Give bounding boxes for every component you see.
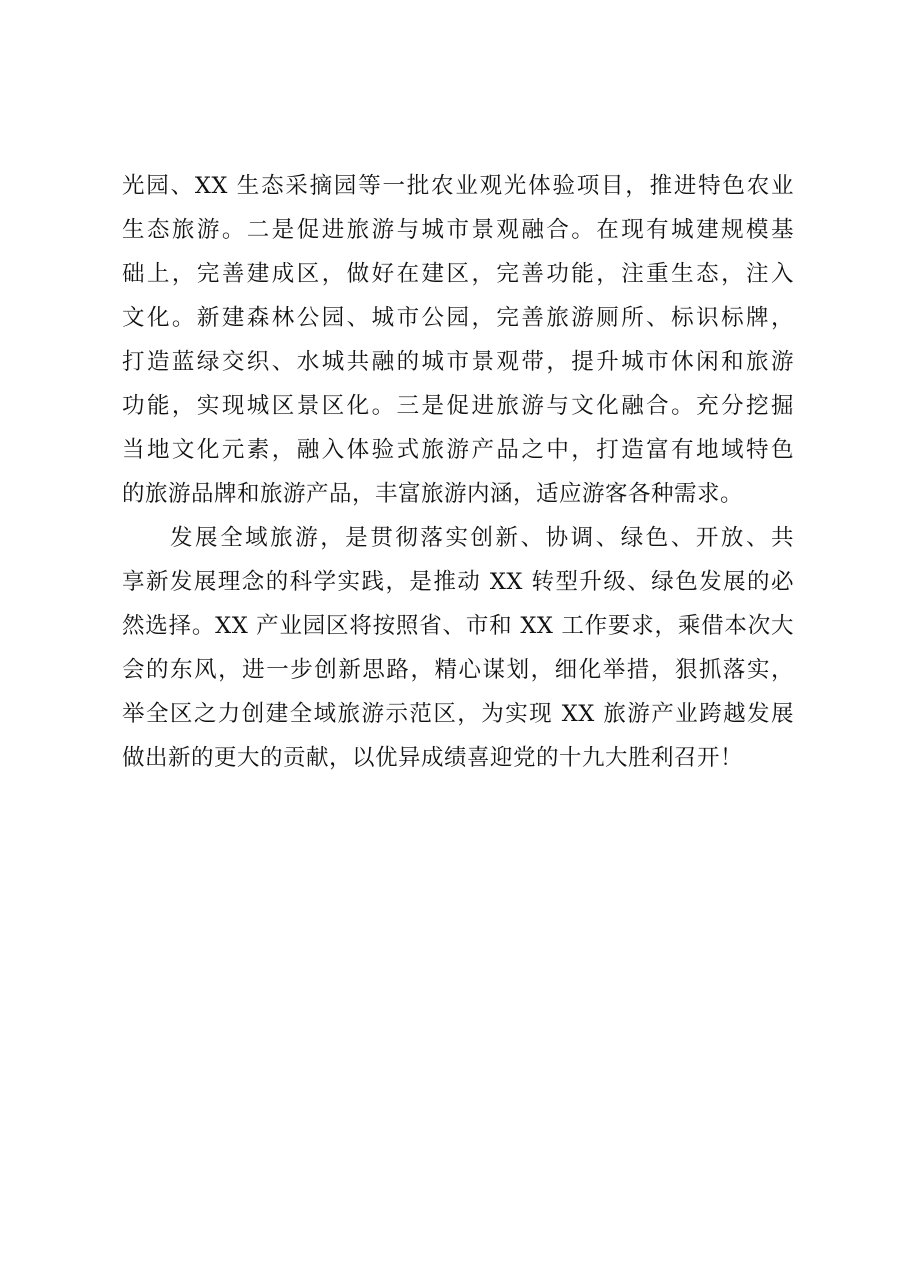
text-line: 光园、XX 生态采摘园等一批农业观光体验项目，推进特色农业 xyxy=(122,173,794,199)
text-line: 做出新的更大的贡献，以优异成绩喜迎党的十九大胜利召开！ xyxy=(122,745,744,771)
paragraph-2 xyxy=(122,516,794,780)
text-line: 打造蓝绿交织、水城共融的城市景观带，提升城市休闲和旅游 xyxy=(122,349,794,375)
document-body xyxy=(122,164,794,780)
text-line: 享新发展理念的科学实践，是推动 XX 转型升级、绿色发展的必 xyxy=(122,569,794,595)
text-line: 的旅游品牌和旅游产品，丰富旅游内涵，适应游客各种需求。 xyxy=(122,481,744,507)
text-line: 当地文化元素，融入体验式旅游产品之中，打造富有地域特色 xyxy=(122,437,794,463)
text-line: 发展全域旅游，是贯彻落实创新、协调、绿色、开放、共 xyxy=(170,525,794,551)
text-line: 础上，完善建成区，做好在建区，完善功能，注重生态，注入 xyxy=(122,261,794,287)
paragraph-1 xyxy=(122,164,794,516)
text-line: 举全区之力创建全域旅游示范区，为实现 XX 旅游产业跨越发展 xyxy=(122,701,794,727)
text-line: 会的东风，进一步创新思路，精心谋划，细化举措，狠抓落实， xyxy=(122,657,794,683)
text-line: 文化。新建森林公园、城市公园，完善旅游厕所、标识标牌， xyxy=(122,305,794,331)
text-line: 生态旅游。二是促进旅游与城市景观融合。在现有城建规模基 xyxy=(122,217,794,243)
text-line: 然选择。XX 产业园区将按照省、市和 XX 工作要求，乘借本次大 xyxy=(122,613,794,639)
text-line: 功能，实现城区景区化。三是促进旅游与文化融合。充分挖掘 xyxy=(122,393,794,419)
